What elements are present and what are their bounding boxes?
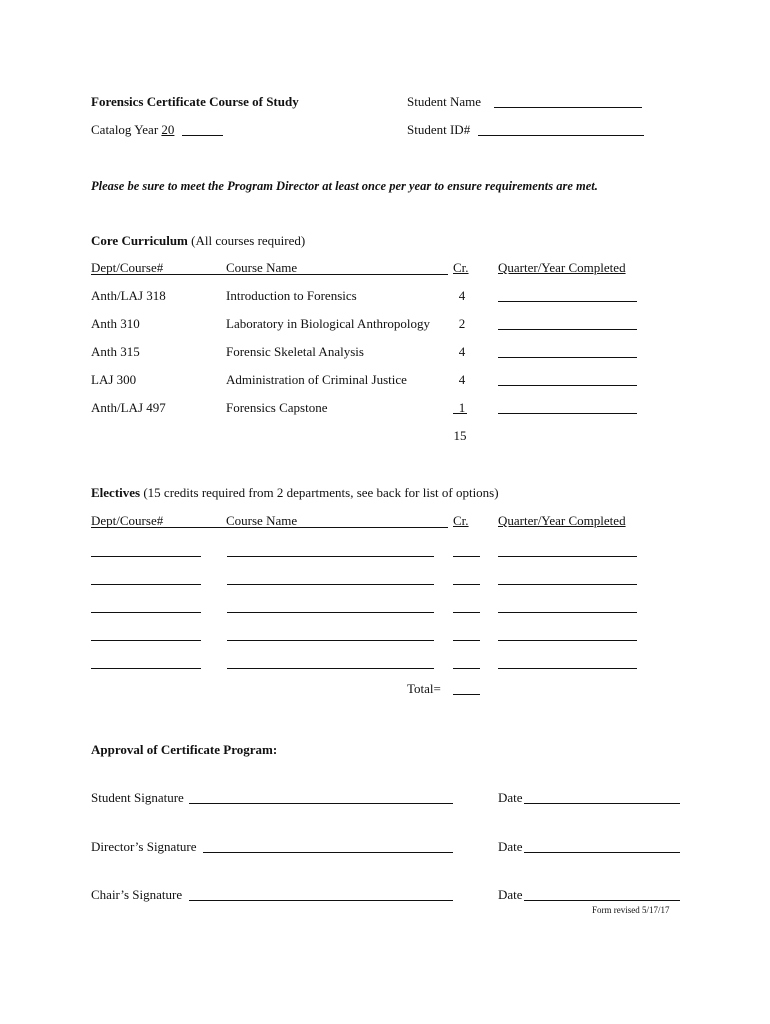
elective-row-4-qtr-field[interactable] xyxy=(498,640,637,641)
director-date-field[interactable] xyxy=(524,852,680,853)
catalog-year-prefix: 20 xyxy=(161,122,175,137)
electives-col-name: Course Name xyxy=(226,513,298,528)
director-notice: Please be sure to meet the Program Director at least once per year to ensure requirements are met. xyxy=(91,179,598,193)
core-row-3-name: Forensic Skeletal Analysis xyxy=(226,344,364,359)
elective-row-1-dept-field[interactable] xyxy=(91,556,201,557)
elective-row-5-cr-field[interactable] xyxy=(453,668,480,669)
elective-row-2-cr-field[interactable] xyxy=(453,584,480,585)
core-row-3-qtr-field[interactable] xyxy=(498,357,637,358)
catalog-year-label xyxy=(91,122,174,138)
core-row-4-cr: 4 xyxy=(458,372,466,387)
core-row-1-dept: Anth/LAJ 318 xyxy=(91,288,166,303)
student-id-field[interactable] xyxy=(478,135,644,136)
core-total: 15 xyxy=(453,428,467,443)
core-row-3-cr: 4 xyxy=(458,344,466,359)
catalog-year-field[interactable] xyxy=(182,135,223,136)
electives-heading-line xyxy=(91,485,499,501)
elective-row-5-qtr-field[interactable] xyxy=(498,668,637,669)
electives-note: (15 credits required from 2 departments, see back for list of options) xyxy=(143,485,499,500)
elective-row-4-cr-field[interactable] xyxy=(453,640,480,641)
core-row-1-cr: 4 xyxy=(458,288,466,303)
core-col-dept-underline xyxy=(91,274,226,275)
elective-row-5-name-field[interactable] xyxy=(227,668,434,669)
student-signature-label: Student Signature xyxy=(91,790,184,805)
catalog-year-text: Catalog Year xyxy=(91,122,159,137)
elective-row-3-dept-field[interactable] xyxy=(91,612,201,613)
electives-heading: Electives xyxy=(91,485,141,500)
core-row-5-dept: Anth/LAJ 497 xyxy=(91,400,166,415)
core-row-3-dept: Anth 315 xyxy=(91,344,140,359)
chair-signature-field[interactable] xyxy=(189,900,453,901)
approval-heading: Approval of Certificate Program: xyxy=(91,742,278,757)
electives-col-name-underline xyxy=(226,527,448,528)
form-revised-note: Form revised 5/17/17 xyxy=(592,905,670,915)
core-cr-sum-rule xyxy=(453,413,467,414)
elective-row-3-name-field[interactable] xyxy=(227,612,434,613)
elective-row-2-name-field[interactable] xyxy=(227,584,434,585)
elective-row-5-dept-field[interactable] xyxy=(91,668,201,669)
core-heading-line xyxy=(91,233,305,249)
elective-row-2-qtr-field[interactable] xyxy=(498,584,637,585)
chair-date-label: Date xyxy=(498,887,523,902)
elective-row-3-cr-field[interactable] xyxy=(453,612,480,613)
director-signature-field[interactable] xyxy=(203,852,453,853)
core-row-4-dept: LAJ 300 xyxy=(91,372,137,387)
core-row-1-qtr-field[interactable] xyxy=(498,301,637,302)
core-row-1-name: Introduction to Forensics xyxy=(226,288,357,303)
student-name-label: Student Name xyxy=(407,94,482,109)
core-note: (All courses required) xyxy=(191,233,306,248)
student-name-field[interactable] xyxy=(494,107,642,108)
elective-row-4-dept-field[interactable] xyxy=(91,640,201,641)
core-col-qtr: Quarter/Year Completed xyxy=(498,260,626,275)
core-row-2-name: Laboratory in Biological Anthropology xyxy=(226,316,430,331)
core-heading: Core Curriculum xyxy=(91,233,188,248)
core-row-2-cr: 2 xyxy=(458,316,466,331)
core-col-name: Course Name xyxy=(226,260,298,275)
core-col-dept: Dept/Course# xyxy=(91,260,164,275)
core-row-2-qtr-field[interactable] xyxy=(498,329,637,330)
form-title: Forensics Certificate Course of Study xyxy=(91,94,299,109)
electives-col-cr: Cr. xyxy=(453,513,469,528)
core-row-2-dept: Anth 310 xyxy=(91,316,140,331)
student-id-label: Student ID# xyxy=(407,122,471,137)
elective-row-1-cr-field[interactable] xyxy=(453,556,480,557)
student-signature-field[interactable] xyxy=(189,803,453,804)
elective-row-3-qtr-field[interactable] xyxy=(498,612,637,613)
elective-row-1-qtr-field[interactable] xyxy=(498,556,637,557)
core-col-name-underline xyxy=(226,274,448,275)
core-row-4-name: Administration of Criminal Justice xyxy=(226,372,407,387)
electives-total-field[interactable] xyxy=(453,694,480,695)
electives-col-qtr: Quarter/Year Completed xyxy=(498,513,626,528)
core-row-5-cr: 1 xyxy=(458,400,466,415)
elective-row-1-name-field[interactable] xyxy=(227,556,434,557)
elective-row-2-dept-field[interactable] xyxy=(91,584,201,585)
elective-row-4-name-field[interactable] xyxy=(227,640,434,641)
electives-total-label: Total= xyxy=(407,681,441,696)
chair-date-field[interactable] xyxy=(524,900,680,901)
electives-col-dept-underline xyxy=(91,527,226,528)
electives-col-dept: Dept/Course# xyxy=(91,513,164,528)
chair-signature-label: Chair’s Signature xyxy=(91,887,183,902)
student-date-label: Date xyxy=(498,790,523,805)
core-row-5-qtr-field[interactable] xyxy=(498,413,637,414)
core-row-4-qtr-field[interactable] xyxy=(498,385,637,386)
core-col-cr: Cr. xyxy=(453,260,469,275)
director-signature-label: Director’s Signature xyxy=(91,839,197,854)
student-date-field[interactable] xyxy=(524,803,680,804)
director-date-label: Date xyxy=(498,839,523,854)
core-row-5-name: Forensics Capstone xyxy=(226,400,328,415)
